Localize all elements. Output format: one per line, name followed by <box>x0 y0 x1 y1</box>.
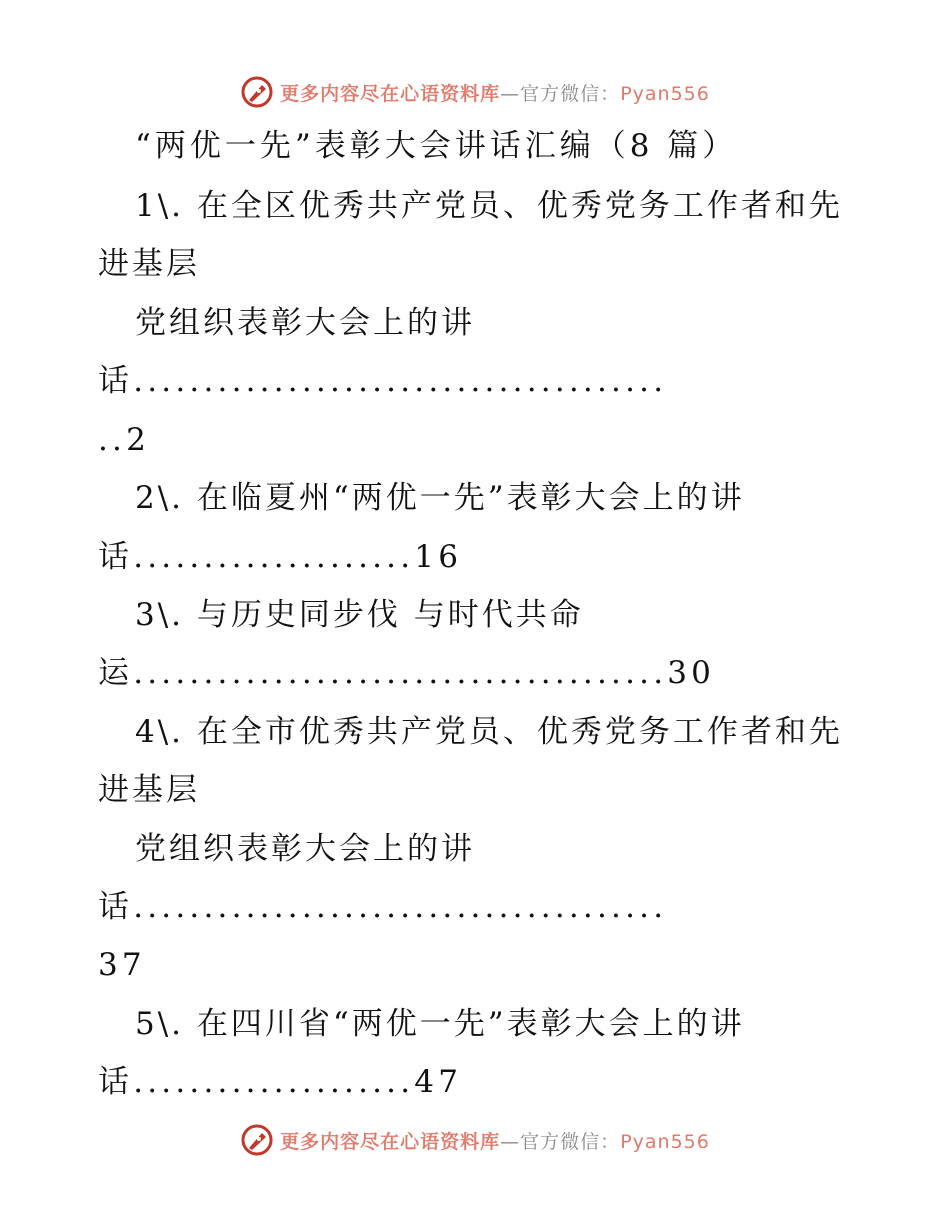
toc-item-3-line-1: 3\. 与历史同步伐 与时代共命 <box>135 597 584 633</box>
banner-wechat-id: Pyan556 <box>620 82 710 105</box>
banner-main-text: 更多内容尽在心语资料库 <box>280 82 501 105</box>
toc-item-4-line-2: 进基层 <box>98 772 200 808</box>
banner-text <box>280 1127 710 1154</box>
pen-nib-logo-icon <box>240 1123 274 1157</box>
toc-item-5-line-1: 5\. 在四川省“两优一先”表彰大会上的讲 <box>135 1006 745 1042</box>
toc-item-1-page: ..2 <box>98 422 151 458</box>
toc-item-3-leader: 运......................................30 <box>98 655 716 691</box>
banner-main-text: 更多内容尽在心语资料库 <box>280 1130 501 1153</box>
toc-item-1-line-3: 党组织表彰大会上的讲 <box>135 305 475 341</box>
toc-item-4-page: 37 <box>98 947 146 983</box>
header-banner <box>0 72 950 112</box>
toc-item-4-line-3: 党组织表彰大会上的讲 <box>135 831 475 867</box>
banner-text <box>280 79 710 106</box>
toc-item-4-leader: 话...................................... <box>98 889 668 925</box>
footer-banner <box>0 1120 950 1160</box>
banner-separator-text: —官方微信： <box>500 1130 621 1153</box>
toc-item-4-line-1: 4\. 在全市优秀共产党员、优秀党务工作者和先 <box>135 714 843 750</box>
toc-item-2-leader: 话....................16 <box>98 539 463 575</box>
document-title: “两优一先”表彰大会讲话汇编（8 篇） <box>135 128 738 164</box>
banner-wechat-id: Pyan556 <box>620 1130 710 1153</box>
pen-nib-logo-icon <box>240 75 274 109</box>
toc-item-1-leader: 话...................................... <box>98 363 668 399</box>
toc-item-1-line-1: 1\. 在全区优秀共产党员、优秀党务工作者和先 <box>135 188 843 224</box>
banner-separator-text: —官方微信： <box>500 82 621 105</box>
toc-item-1-line-2: 进基层 <box>98 246 200 282</box>
toc-item-5-leader: 话....................47 <box>98 1064 463 1100</box>
toc-item-2-line-1: 2\. 在临夏州“两优一先”表彰大会上的讲 <box>135 480 745 516</box>
